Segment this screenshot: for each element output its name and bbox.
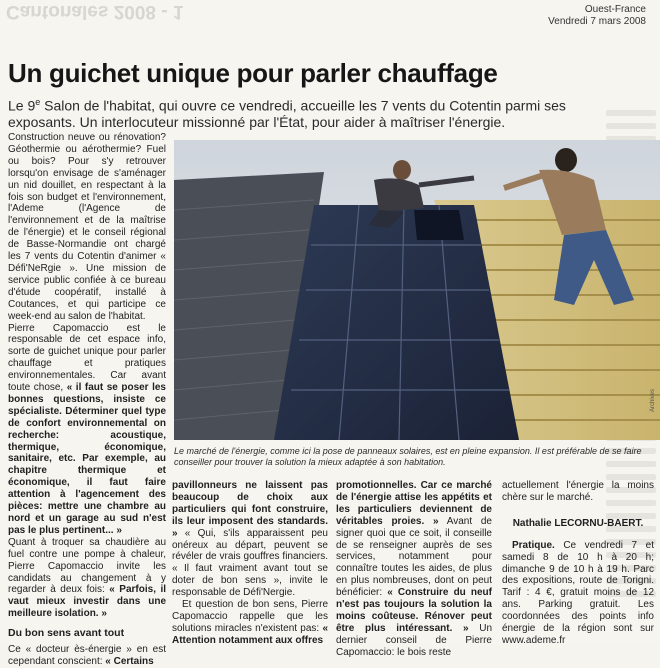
article-column-2 bbox=[172, 480, 328, 647]
solar-roof-illustration bbox=[174, 140, 660, 440]
article-photo-solar-panels bbox=[174, 140, 660, 440]
article-column-3 bbox=[336, 480, 492, 659]
author-signature: Nathalie LECORNU-BAERT. bbox=[512, 517, 644, 529]
practical-info: Pratique. Ce vendredi 7 et samedi 8 de 10 h à 20 h; dimanche 9 de 10 h à 19 h. Parc des expositions, route de Torigni. Tarif : 4 €, gratuit moins de 12 ans. Parking gratuit. Les coordonnées des points info énergie de la région sont sur www.ademe.fr bbox=[502, 539, 654, 646]
paragraph: pavillonneurs ne laissent pas beaucoup de choix aux particuliers qui font construire, ils leur imposent des standards. » « Qui, s'ils apparaissent peu onéreux au départ, peuvent se révéler de vrais gouffres financiers. « Il faut vraiment avant tout se doter de bon sens », invite le responsable de Défi'Nergie. bbox=[172, 480, 328, 599]
paragraph: Et question de bon sens, Pierre Capomaccio rappelle que les solutions miracles n'existent pas: « Attention notamment aux offres bbox=[172, 599, 328, 646]
standfirst-sup: e bbox=[35, 97, 41, 107]
paragraph: Quant à troquer sa chaudière au fuel contre une pompe à chaleur, Pierre Capomaccio invite les candidats au changement à y regarder à deux fois: « Parfois, il vaut mieux investir dans une meilleure isolation. » bbox=[8, 536, 167, 620]
photo-caption: Le marché de l'énergie, comme ici la pose de panneaux solaires, est en pleine expansion. Il est préférable de se faire conseiller pour trouver la solution la mieux adaptée à son habitation. bbox=[174, 446, 642, 467]
section-subheading: Du bon sens avant tout bbox=[8, 627, 125, 640]
standfirst-part1: Le 9 bbox=[8, 97, 36, 114]
standfirst-part2: Salon de l'habitat, qui ouvre ce vendredi, accueille les 7 vents du Cotentin parmi ses exposants. Un interlocuteur missionné par l'État, pour aider à maîtriser l'énergie. bbox=[8, 97, 566, 130]
newspaper-name: Ouest-France bbox=[584, 4, 646, 15]
article-headline: Un guichet unique pour parler chauffage bbox=[8, 58, 498, 88]
article-column-1 bbox=[8, 132, 167, 667]
photo-credit: Archives bbox=[650, 388, 656, 412]
masthead bbox=[548, 4, 646, 28]
paragraph: Ce « docteur ès-énergie » en est cependant conscient: « Certains bbox=[8, 644, 166, 667]
paragraph: actuellement l'énergie la moins chère sur le marché. bbox=[502, 480, 654, 503]
paragraph: Pierre Capomaccio est le responsable de cet espace info, sorte de guichet unique pour parler chauffage et pratiques environnementales. Car avant toute chose, « il faut se poser les bonnes questions, insiste ce spécialiste. Déterminer quel type de confort environnemental on recherche: acoustique, thermique, économique, sanitaire, etc. Par exemple, au chapitre thermique et économique, il faut faire attention à l'agencement des pièces: mettre une chambre au nord et un garage au sud n'est pas le plus pertinent... » bbox=[8, 322, 166, 536]
paragraph: Construction neuve ou rénovation? Géothermie ou aérothermie? Fuel ou bois? Pour s'y retrouver lorsqu'on envisage de s'aménager un nid douillet, en respectant à la fois son budget et l'environnement, l'Ademe (l'Agence de l'environnement et de la maîtrise de l'énergie) et le conseil régional de Basse-Normandie ont chargé les 7 vents du Cotentin d'animer « Défi'NeRgie ». Une mission de service public confiée à ce bureau d'étude coopératif, installé à Coutances, et qui participe ce week-end au salon de l'habitat. bbox=[8, 132, 166, 322]
paragraph: promotionnelles. Car ce marché de l'énergie attise les appétits et les particuliers deviennent de véritables proies. » Avant de signer quoi que ce soit, il conseille de se renseigner auprès de ses services, notamment pour connaître toutes les aides, de plus en plus nombreuses, dont on peut bénéficier: « Construire du neuf n'est pas toujours la solution la moins coûteuse. Rénover peut être plus intéressant. » Un dernier conseil de Pierre Capomaccio: le bois reste bbox=[336, 480, 492, 658]
article-column-4 bbox=[502, 480, 654, 647]
bleed-through-text: Cantonales 2008 - 1 bbox=[6, 1, 184, 22]
publication-date: Vendredi 7 mars 2008 bbox=[548, 16, 646, 27]
article-standfirst bbox=[8, 94, 608, 130]
